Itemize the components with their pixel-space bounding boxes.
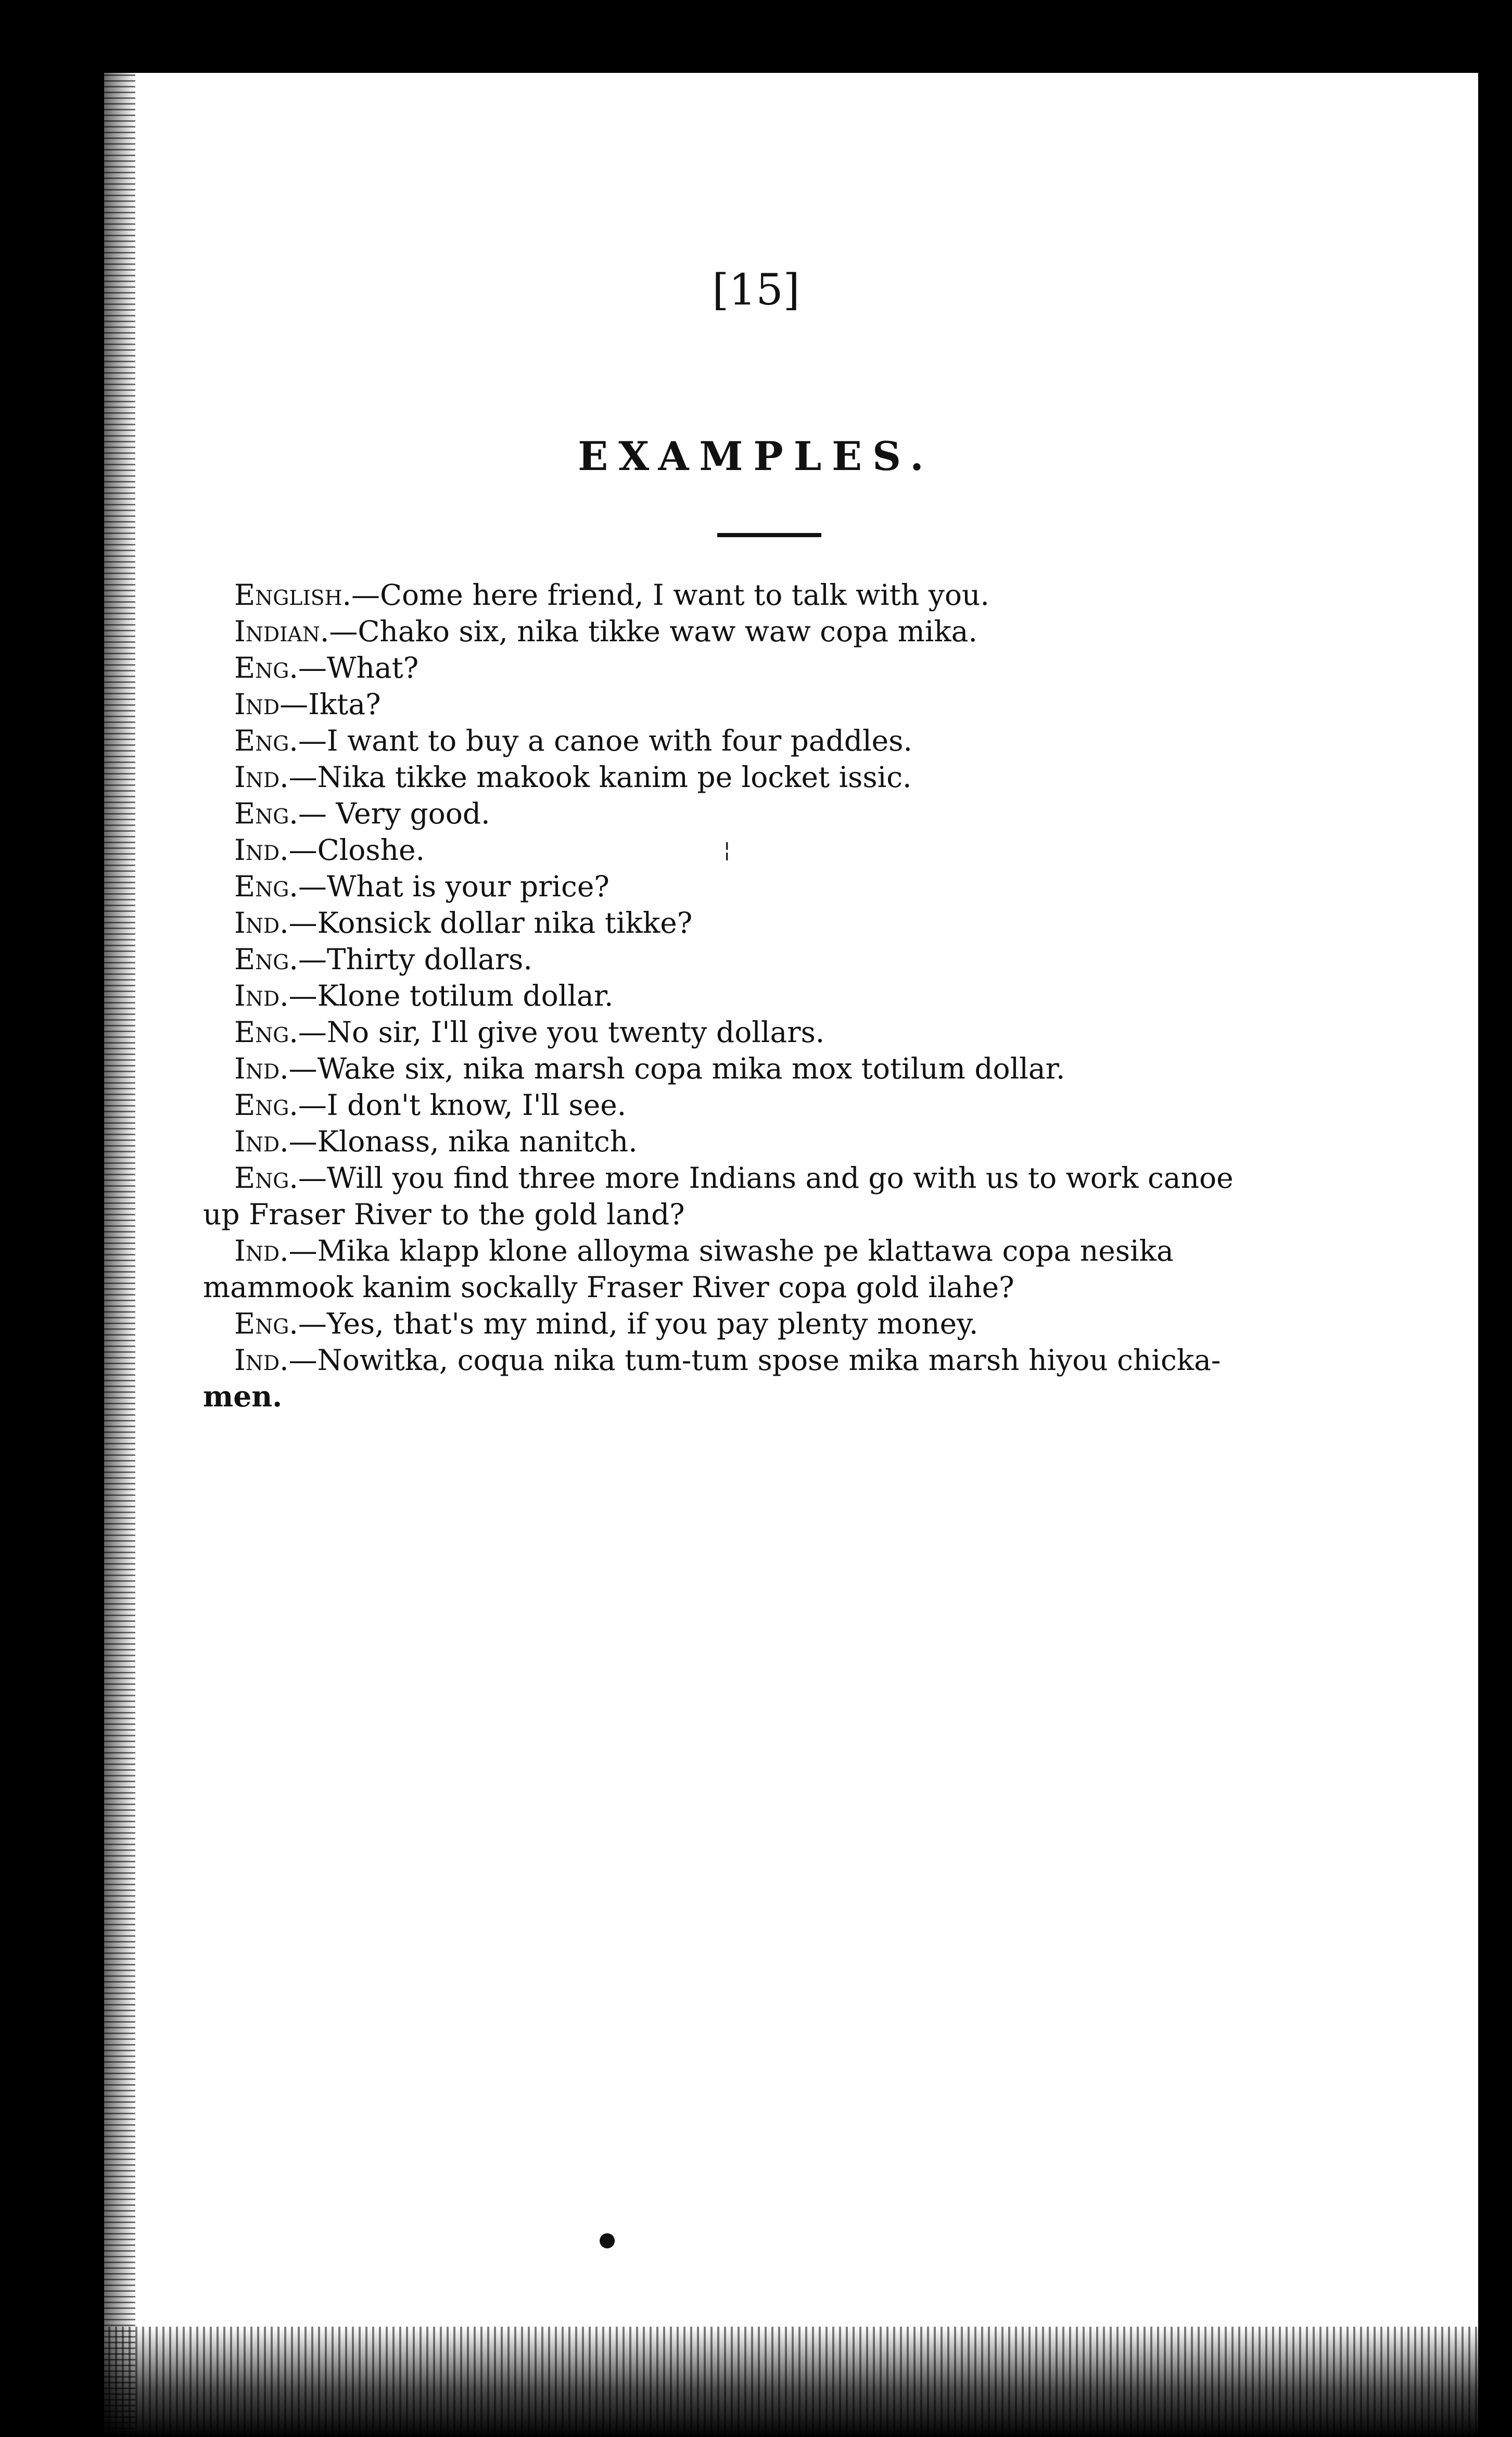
speaker-label: Eng. bbox=[234, 724, 298, 757]
page-number: [15] bbox=[712, 265, 800, 315]
dialogue-text: —Nika tikke makook kanim pe locket issic. bbox=[288, 760, 912, 794]
speaker-label: Eng. bbox=[234, 651, 298, 684]
dialogue-line bbox=[203, 1014, 1348, 1050]
speaker-label: Indian. bbox=[234, 615, 329, 648]
section-heading: EXAMPLES. bbox=[578, 433, 934, 479]
speaker-label: Eng. bbox=[234, 1161, 298, 1195]
dialogue-line bbox=[203, 1342, 1348, 1378]
dialogue-line bbox=[203, 1305, 1348, 1342]
dialogue-text: —Closhe. bbox=[288, 833, 425, 867]
dialogue-text: —Thirty dollars. bbox=[298, 943, 532, 976]
speaker-label: Ind. bbox=[234, 1234, 289, 1267]
dialogue-continuation: up Fraser River to the gold land? bbox=[203, 1198, 685, 1231]
dialogue-text: —I want to buy a canoe with four paddles. bbox=[298, 724, 912, 757]
dialogue-block bbox=[203, 577, 1348, 1415]
dialogue-line bbox=[203, 868, 1348, 905]
dialogue-line bbox=[203, 905, 1348, 941]
dialogue-line bbox=[203, 1123, 1348, 1160]
scan-edge-left bbox=[0, 0, 135, 2437]
speaker-label: Eng. bbox=[234, 943, 298, 976]
scan-edge-right bbox=[1478, 0, 1512, 2437]
dialogue-text: —Klonass, nika nanitch. bbox=[288, 1125, 638, 1158]
dialogue-text: —Will you find three more Indians and go with us to work canoe bbox=[298, 1161, 1234, 1195]
speaker-label: Eng. bbox=[234, 1088, 298, 1122]
dialogue-text: —Mika klapp klone alloyma siwashe pe klattawa copa nesika bbox=[288, 1234, 1174, 1267]
speaker-label: Ind. bbox=[234, 979, 289, 1012]
dialogue-text: —Yes, that's my mind, if you pay plenty money. bbox=[298, 1307, 979, 1340]
dialogue-text: —Come here friend, I want to talk with you. bbox=[351, 578, 989, 612]
ink-dot-mark: ● bbox=[599, 2228, 616, 2251]
speaker-label: Ind. bbox=[234, 1125, 289, 1158]
dialogue-line bbox=[203, 686, 1348, 722]
speaker-label: Ind. bbox=[234, 1343, 289, 1377]
dialogue-line bbox=[203, 650, 1348, 686]
dialogue-text: —No sir, I'll give you twenty dollars. bbox=[298, 1016, 825, 1049]
dialogue-text: —What? bbox=[298, 651, 419, 684]
speaker-label: Eng. bbox=[234, 1016, 298, 1049]
speaker-label: English. bbox=[234, 578, 351, 612]
ink-speck-mark: ¦ bbox=[723, 838, 731, 862]
dialogue-line bbox=[203, 722, 1348, 759]
dialogue-text: —Chako six, nika tikke waw waw copa mika. bbox=[329, 615, 977, 648]
dialogue-text: —What is your price? bbox=[298, 870, 609, 903]
speaker-label: Eng. bbox=[234, 870, 298, 903]
speaker-label: Ind. bbox=[234, 833, 289, 867]
speaker-label: Ind. bbox=[234, 760, 289, 794]
dialogue-line bbox=[203, 1050, 1348, 1087]
heading-rule bbox=[717, 533, 821, 537]
speaker-label: Eng. bbox=[234, 1307, 298, 1340]
dialogue-text: — Very good. bbox=[298, 797, 490, 830]
dialogue-continuation: mammook kanim sockally Fraser River copa gold ilahe? bbox=[203, 1271, 1014, 1304]
dialogue-text: —I don't know, I'll see. bbox=[298, 1088, 627, 1122]
dialogue-line bbox=[203, 1233, 1348, 1269]
speaker-label: Ind. bbox=[234, 1052, 289, 1085]
dialogue-line bbox=[203, 577, 1348, 613]
dialogue-line bbox=[203, 832, 1348, 868]
dialogue-line bbox=[203, 941, 1348, 978]
scan-edge-bottom bbox=[0, 2327, 1512, 2437]
dialogue-line bbox=[203, 1087, 1348, 1123]
dialogue-text: —Konsick dollar nika tikke? bbox=[288, 906, 693, 940]
speaker-label: Ind bbox=[234, 688, 280, 721]
dialogue-line bbox=[203, 759, 1348, 795]
dialogue-text: —Nowitka, coqua nika tum-tum spose mika marsh hiyou chicka- bbox=[288, 1343, 1221, 1377]
speaker-label: Ind. bbox=[234, 906, 289, 940]
dialogue-line bbox=[203, 613, 1348, 650]
dialogue-text: —Wake six, nika marsh copa mika mox totilum dollar. bbox=[288, 1052, 1065, 1085]
speaker-label: Eng. bbox=[234, 797, 298, 830]
dialogue-line bbox=[203, 795, 1348, 832]
dialogue-text: —Klone totilum dollar. bbox=[288, 979, 614, 1012]
dialogue-line bbox=[203, 1160, 1348, 1196]
dialogue-text: —Ikta? bbox=[279, 688, 381, 721]
dialogue-continuation: men. bbox=[203, 1379, 283, 1413]
dialogue-line bbox=[203, 978, 1348, 1014]
